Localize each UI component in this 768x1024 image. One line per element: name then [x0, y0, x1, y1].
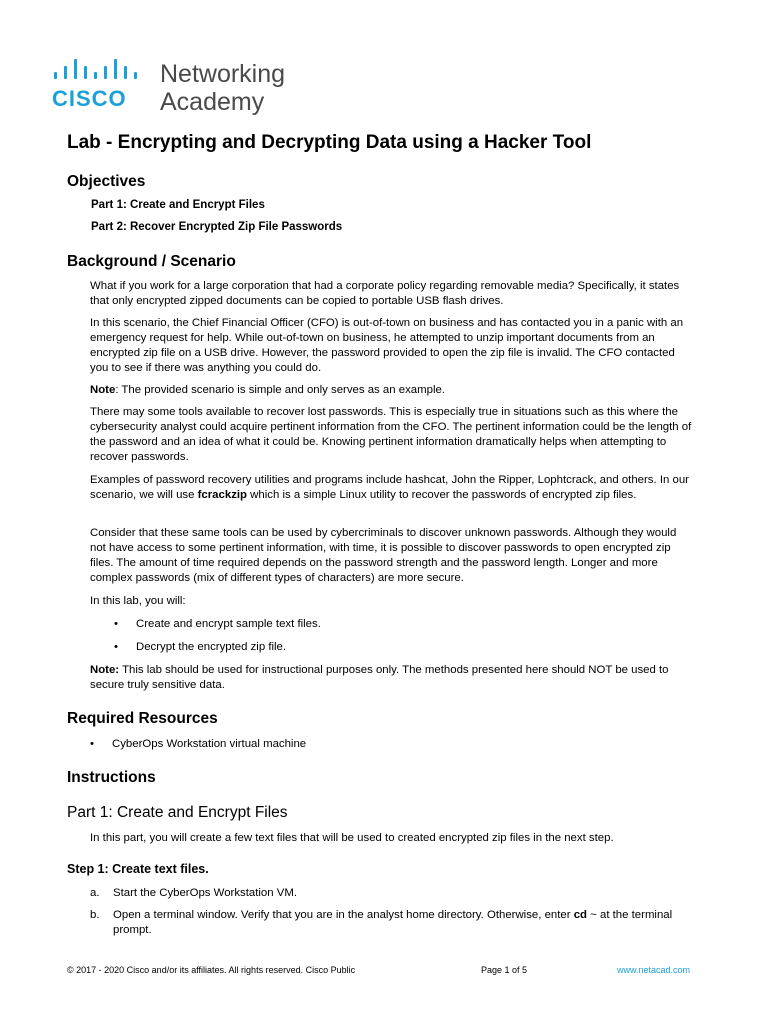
background-paragraph-3: There may some tools available to recover lost passwords. This is especially true in situations such as this where the cybersecurity analyst could acquire pertinent information from the CFO. The pertinent information could be the length of the password and an idea of what it could be. Knowing pertinent information dramatically helps when attempting to recover passwords. — [90, 406, 692, 463]
part1-heading: Part 1: Create and Encrypt Files — [67, 804, 288, 821]
background-heading: Background / Scenario — [67, 253, 236, 270]
bullet-icon: • — [114, 618, 118, 630]
footer-page-number: Page 1 of 5 — [481, 965, 528, 975]
background-paragraph-1: What if you work for a large corporation that had a corporate policy regarding removable media? Specifically, it states that only encrypted zipped documents can be copied to portable USB flash drives. — [90, 280, 680, 307]
note-paragraph-1 — [90, 383, 694, 398]
command-text: cd — [573, 909, 587, 921]
objective-item: Part 1: Create and Encrypt Files — [91, 199, 265, 211]
list-item-text: Decrypt the encrypted zip file. — [136, 641, 287, 653]
background-paragraph-2: In this scenario, the Chief Financial Officer (CFO) is out-of-town on business and has contacted you in a panic with an emergency request for help. While out-of-town on business, he attempted to unzip important documents from an encrypted zip file on a USB drive. However, the password provided to open the zip file is invalid. The CFO contacted you to see if there was anything you could do. — [90, 317, 684, 374]
cisco-bars-icon — [52, 57, 152, 79]
page-title: Lab - Encrypting and Decrypting Data using a Hacker Tool — [67, 132, 592, 153]
note-paragraph-2 — [90, 663, 694, 693]
instructions-heading: Instructions — [67, 769, 156, 786]
background-paragraph-6: In this lab, you will: — [90, 595, 186, 607]
note-text: : The provided scenario is simple and only serves as an example. — [115, 384, 445, 396]
note-text: This lab should be used for instructional purposes only. The methods presented here should NOT be used to secure truly sensitive data. — [90, 664, 669, 691]
paragraph-text: Examples of password recovery utilities and programs include hashcat, John the Ripper, Lophtcrack, and others. In our scenario, we will use — [90, 474, 689, 501]
list-item-text: CyberOps Workstation virtual machine — [112, 738, 307, 750]
tool-name: fcrackzip — [197, 489, 248, 501]
step-marker: a. — [90, 887, 100, 899]
logo-academy-text: Academy — [160, 88, 265, 116]
background-paragraph-4 — [90, 473, 694, 503]
paragraph-text: which is a simple Linux utility to recover the passwords of encrypted zip files. — [247, 489, 637, 501]
step-text-part: ~ at the terminal prompt. — [113, 909, 673, 936]
note-label: Note: — [90, 664, 120, 676]
objective-item: Part 2: Recover Encrypted Zip File Passwords — [91, 221, 343, 233]
footer-copyright: © 2017 - 2020 Cisco and/or its affiliates. All rights reserved. Cisco Public — [67, 965, 356, 975]
required-resources-heading: Required Resources — [67, 710, 218, 727]
step-marker: b. — [90, 909, 100, 921]
footer-website-link[interactable]: www.netacad.com — [617, 965, 691, 975]
part1-intro: In this part, you will create a few text files that will be used to created encrypted zip files in the next step. — [90, 832, 614, 844]
background-paragraph-5: Consider that these same tools can be used by cybercriminals to discover unknown passwords. Although they would not have access to some pertinent information, with time, it is possible to discover passwords to open encrypted zip files. The amount of time required depends on the password strength and the password length. Longer and more complex passwords (mix of different types of characters) are more secure. — [90, 527, 677, 584]
list-item-text: Create and encrypt sample text files. — [136, 618, 321, 630]
note-label: Note — [90, 384, 116, 396]
step-text-part: Open a terminal window. Verify that you are in the analyst home directory. Otherwise, enter — [113, 909, 574, 921]
step-text: Start the CyberOps Workstation VM. — [113, 887, 298, 899]
objectives-heading: Objectives — [67, 173, 146, 190]
bullet-icon: • — [114, 641, 118, 653]
step-text — [113, 908, 693, 938]
cisco-wordmark: CISCO — [52, 86, 127, 111]
bullet-icon: • — [90, 738, 94, 750]
cisco-networking-academy-logo — [52, 57, 312, 117]
step1-heading: Step 1: Create text files. — [67, 862, 209, 876]
logo-networking-text: Networking — [160, 60, 286, 88]
